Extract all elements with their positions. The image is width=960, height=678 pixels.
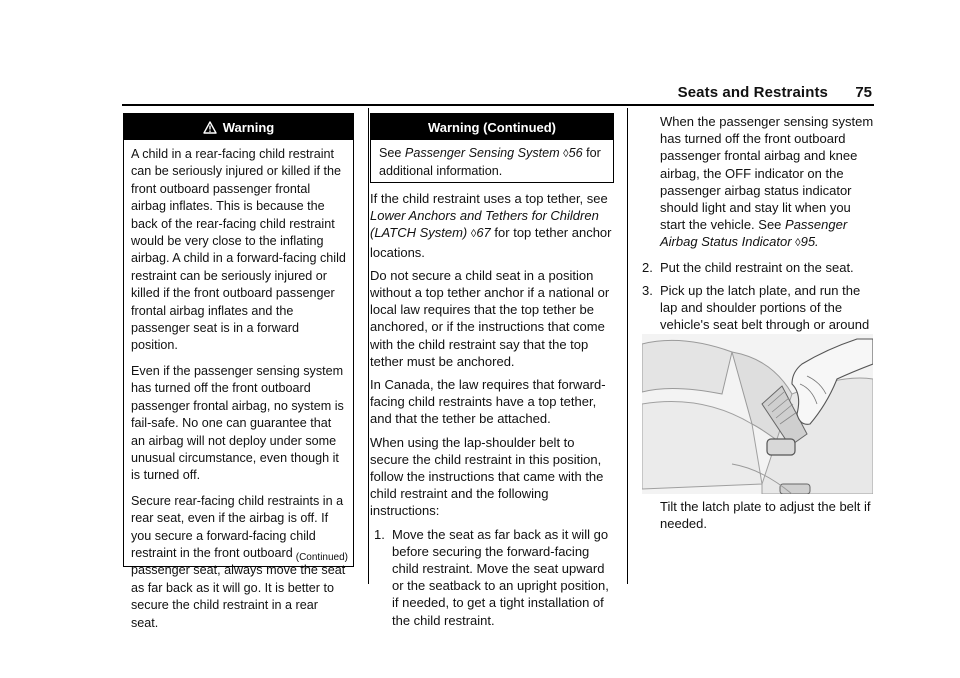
after-text: for additional information. [379,146,601,178]
continued-label: (Continued) [295,552,348,563]
step-number: 1. [374,526,385,542]
section-title: Seats and Restraints [677,84,828,101]
warning-triangle-icon [203,121,217,134]
page-ref-icon: ◊ [795,237,801,250]
column-divider [368,108,369,584]
step-text: Pick up the latch plate, and run the lap and shoulder portions of the vehicle's seat belt through or around [660,282,870,333]
text: When the passenger sensing system has turned off the front outboard passenger frontal airbag and knee airbag, the OFF indicator on the passenger airbag status indicator should light and stay lit when you start the vehicle. See [660,114,874,233]
illustration-caption: Tilt the latch plate to adjust the belt if needed. [660,499,871,532]
see-text: See [379,146,402,160]
warning-paragraph: Secure rear-facing child restraints in a rear seat, even if the airbag is off. If you secure a forward-facing child restraint in the front outboard passenger seat, always move the seat as far back as it will go. It is better to secure the child restraint in a rear seat. [131,493,346,630]
warning-box [123,113,354,630]
step-text: Move the seat as far back as it will go before securing the forward-facing child restraint. Move the seat upward or the seatback to an upright position, if needed, to get a tight installation of the child restraint. [392,526,609,628]
seat-belt-illustration [642,334,873,494]
step-text: Put the child restraint on the seat. [660,259,854,275]
text: for top tether anchor locations. [370,225,612,260]
steps-list [370,526,616,629]
warning-continued-body [371,140,613,185]
text: If the child restraint uses a top tether, see [370,191,608,206]
paragraph: Do not secure a child seat in a position without a top tether anchor if a national or local law requires that the top tether be anchored, or if the instructions that come with the child restraint say that the top tether must be anchored. [370,267,610,369]
list-item [370,526,616,629]
page-ref-icon: ◊ [563,148,569,160]
cross-reference-page[interactable]: 56 [568,146,583,160]
cross-reference-link[interactable]: Lower Anchors and Tethers for Children (LATCH System) [370,208,599,241]
list-item [642,259,874,276]
warning-continued-header [371,114,613,140]
cross-reference-link[interactable]: Passenger Sensing System [404,146,560,160]
cross-reference-page[interactable]: 95. [800,234,819,250]
paragraph: When using the lap-shoulder belt to secure the child restraint in this position, follow the instructions that came with the child restraint and the following instructions: [370,434,604,519]
middle-column [370,190,616,635]
warning-header [124,114,353,140]
paragraph [642,113,874,253]
step-number: 3. [642,282,653,298]
page-header [122,82,874,106]
warning-title: Warning [222,119,275,135]
warning-continued-box [370,113,614,183]
column-divider [627,108,628,584]
latch-plate-illustration [642,334,873,494]
warning-paragraph: Even if the passenger sensing system has turned off the front outboard passenger frontal airbag, no system is fail-safe. No one can guarantee that an airbag will not deploy under some unusual circumstance, even though it is turned off. [131,363,344,483]
cross-reference-link[interactable]: Passenger Airbag Status Indicator [660,217,848,250]
page-number: 75 [855,84,872,101]
warning-continued-title: Warning (Continued) [427,119,557,135]
warning-paragraph: A child in a rear-facing child restraint can be seriously injured or killed if the front outboard passenger frontal airbag inflates. This is because the back of the rear-facing child restraint would be very close to the inflating airbag. A child in a forward-facing child restraint can be seriously injured or killed if the front outboard passenger frontal airbag inflates and the passenger seat is in a forward position. [131,147,346,353]
page-ref-icon: ◊ [470,228,477,241]
cross-reference-page[interactable]: 67 [476,225,491,241]
paragraph: In Canada, the law requires that forward-facing child restraints have a top tether, and that the tether be attached. [370,377,606,427]
paragraph [370,190,616,261]
step-number: 2. [642,259,653,275]
